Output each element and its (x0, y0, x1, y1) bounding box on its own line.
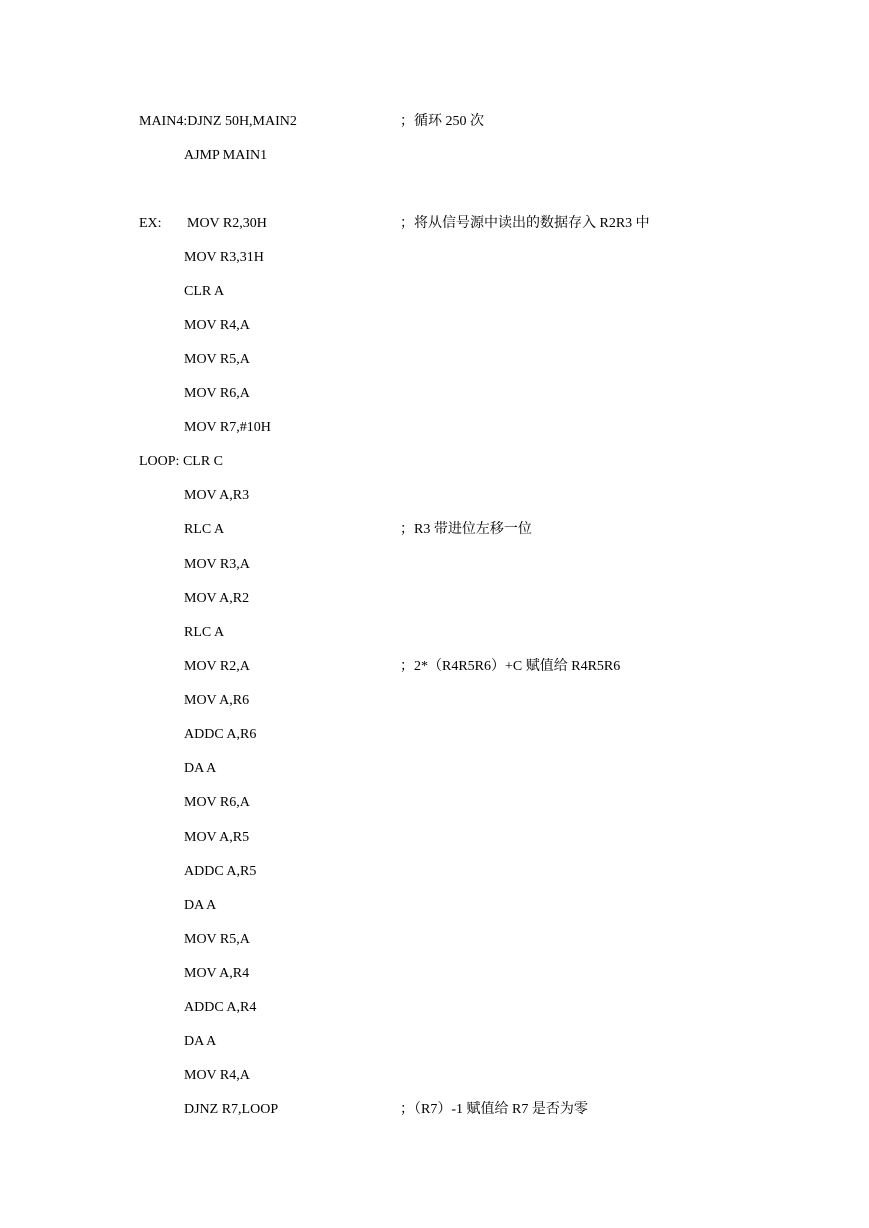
code-line (0, 520, 869, 540)
code-instruction: MOV R3,31H (184, 250, 264, 265)
code-line (0, 418, 869, 438)
code-line (0, 862, 869, 882)
code-instruction: MOV A,R2 (184, 591, 250, 606)
code-instruction: CLR A (184, 284, 225, 299)
code-line (0, 793, 869, 813)
code-instruction: MOV R2,A (184, 659, 250, 674)
code-text: MAIN4:DJNZ 50H,MAIN2 (139, 114, 297, 129)
code-line (0, 248, 869, 268)
code-comment: ；将从信号源中读出的数据存入 R2R3 中 (400, 216, 650, 231)
code-instruction: ADDC A,R6 (184, 727, 257, 742)
code-line-ex (0, 214, 869, 234)
code-instruction: ADDC A,R4 (184, 1000, 257, 1015)
code-line (0, 146, 869, 166)
code-instruction: MOV A,R4 (184, 966, 250, 981)
code-line (0, 350, 869, 370)
code-comment: ；2*（R4R5R6）+C 赋值给 R4R5R6 (400, 659, 621, 674)
code-instruction: MOV R5,A (184, 932, 250, 947)
code-line (0, 828, 869, 848)
code-instruction: MOV R6,A (184, 795, 250, 810)
code-line-main4 (0, 112, 869, 132)
code-line (0, 998, 869, 1018)
code-line (0, 1066, 869, 1086)
code-instruction: MOV A,R3 (184, 488, 250, 503)
code-instruction: DJNZ R7,LOOP (184, 1102, 279, 1117)
code-label: EX: (139, 216, 162, 231)
code-instruction: MOV R7,#10H (184, 420, 271, 435)
code-comment: ；循环 250 次 (400, 114, 484, 129)
code-text: LOOP: CLR C (139, 454, 224, 469)
code-instruction: MOV R5,A (184, 352, 250, 367)
code-line (0, 930, 869, 950)
code-line (0, 384, 869, 404)
code-line (0, 589, 869, 609)
code-line (0, 657, 869, 677)
code-line (0, 1032, 869, 1052)
code-instruction: RLC A (184, 522, 225, 537)
code-line (0, 759, 869, 779)
code-instruction: MOV R3,A (184, 557, 250, 572)
code-instruction: DA A (184, 1034, 217, 1049)
code-instruction: MOV A,R5 (184, 830, 250, 845)
code-instruction: ADDC A,R5 (184, 864, 257, 879)
code-line (0, 555, 869, 575)
code-line (0, 1100, 869, 1120)
code-line (0, 964, 869, 984)
code-line (0, 282, 869, 302)
code-line (0, 725, 869, 745)
code-comment: ；（R7）-1 赋值给 R7 是否为零 (400, 1102, 588, 1117)
code-comment: ；R3 带进位左移一位 (400, 522, 532, 537)
code-instruction: AJMP MAIN1 (184, 148, 268, 163)
code-instruction: MOV R2,30H (187, 216, 267, 231)
code-instruction: DA A (184, 898, 217, 913)
code-line-loop (0, 452, 869, 472)
code-instruction: MOV R4,A (184, 318, 250, 333)
code-instruction: DA A (184, 761, 217, 776)
code-line (0, 896, 869, 916)
code-line (0, 486, 869, 506)
code-instruction: MOV R4,A (184, 1068, 250, 1083)
code-line (0, 623, 869, 643)
code-instruction: RLC A (184, 625, 225, 640)
code-instruction: MOV R6,A (184, 386, 250, 401)
code-instruction: MOV A,R6 (184, 693, 250, 708)
code-line (0, 316, 869, 336)
code-line (0, 691, 869, 711)
